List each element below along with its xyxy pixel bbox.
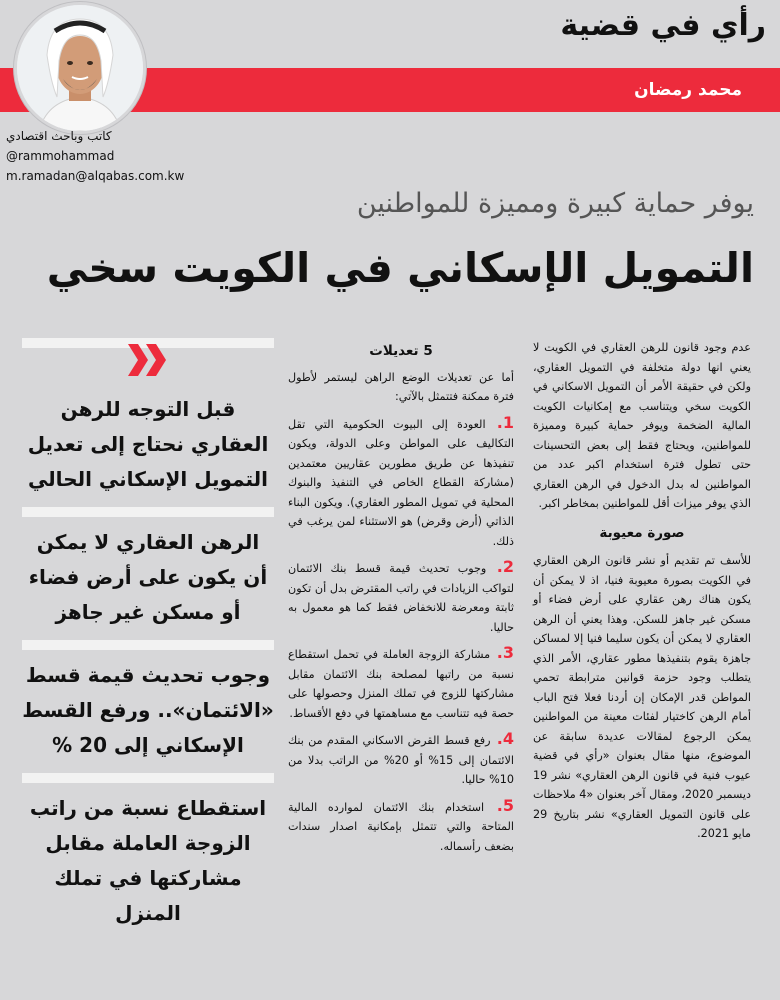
author-info: [6, 126, 206, 186]
author-handle: @rammohammad: [6, 149, 115, 163]
amendment-text: وجوب تحديث قيمة قسط بنك الائتمان لتواكب الزيادات في راتب المقترض بدل أن تكون ثابتة ومعرضة للانخفاض فقط كما هو معمول به حاليا.: [288, 562, 514, 634]
intro-paragraph: عدم وجود قانون للرهن العقاري في الكويت لا يعني انها دولة متخلفة في التمويل العقاري، ولكن في حقيقة الأمر أن التمويل الاسكاني في الكويت سخي ويتناسب مع إمكانيات الكويت المالية الضخمة ويوفر حماية كبيرة ومميزة للمواطنين، ويحتاج فقط إلى بعض التحسينات حتى تطول فترة استخدام اكبر عدد من المواطنين له بدل الدخول في الرهن العقاري الذي يوفر ميزات أقل للمواطنين بمخاطر اكبر.: [533, 341, 751, 510]
quote-mark-icon: [22, 340, 274, 384]
amendment-item: [288, 557, 514, 637]
amendment-text: رفع قسط القرض الاسكاني المقدم من بنك الائتمان إلى 15% أو 20% من الراتب بدلا من 10% حاليا.: [288, 734, 514, 786]
divider: [22, 640, 274, 650]
amendment-text: العودة إلى البيوت الحكومية التي تقل التكاليف على المواطن وعلى الدولة، ويكون تنفيذها عن طريق مطورين عقاريين معتمدين (مشاركة القطاع الخاص في التنفيذ والبنوك المحلية في تمويل المطور العقاري). ويكون البناء الذاتي (أرض وقرض) هو الاستثناء لمن يرغب في ذلك.: [288, 417, 514, 548]
amendment-item: [288, 413, 514, 552]
amendment-number: 1.: [496, 412, 514, 432]
section-intro: أما عن تعديلات الوضع الراهن ليستمر لأطول فترة ممكنة فتتمثل بالآتي:: [288, 370, 514, 403]
pull-quotes: [22, 338, 274, 941]
article-headline: التمويل الإسكاني في الكويت سخي: [46, 244, 754, 292]
divider: [22, 507, 274, 517]
pull-quote: الرهن العقاري لا يمكن أن يكون على أرض فضاء أو مسكن غير جاهز: [28, 530, 268, 624]
pull-quote: استقطاع نسبة من راتب الزوجة العاملة مقابل مشاركتها في تملك المنزل: [29, 796, 267, 925]
amendment-item: [288, 643, 514, 723]
pull-quote: وجوب تحديث قيمة قسط «الائتمان».. ورفع القسط الإسكاني إلى 20 %: [22, 663, 274, 757]
column-right: [533, 338, 751, 844]
author-role: كاتب وباحث اقتصادي: [6, 129, 112, 143]
article-subtitle: يوفر حماية كبيرة ومميزة للمواطنين: [356, 188, 754, 219]
amendment-number: 5.: [496, 795, 515, 815]
pull-quote: قبل التوجه للرهن العقاري نحتاج إلى تعديل التمويل الإسكاني الحالي: [27, 397, 269, 491]
avatar: [14, 2, 146, 134]
section-heading: صورة معيوبة: [599, 524, 685, 541]
amendment-text: مشاركة الزوجة العاملة في تحمل استقطاع نسبة من راتبها لمصلحة بنك الائتمان مقابل مشاركتها للزوج في تملك المنزل وحصولها على حصة فيه تتناسب مع مساهمتها في دفع الأقساط.: [288, 648, 514, 720]
author-photo-icon: [17, 5, 143, 131]
amendment-number: 2.: [496, 557, 514, 576]
amendment-text: استخدام بنك الائتمان لموارده المالية المتاحة والتي تتمثل بإمكانية اصدار سندات بضعف رأسماله.: [288, 800, 514, 853]
amendment-number: 4.: [496, 729, 514, 748]
amendment-number: 3.: [496, 643, 514, 662]
section-title: رأي في قضية: [560, 8, 766, 43]
section-paragraph: للأسف تم تقديم أو نشر قانون الرهن العقاري في الكويت بصورة معيوبة فنيا، اذ لا يمكن أن يكون هناك رهن عقاري على أرض فضاء أو مسكن غير جاهز للسكن. وهذا يعني أن الرهن العقاري لا يمكن أن يكون سليما فنيا إلا لمساكن جاهزة يقوم بتنفيذها مطور عقاري، الأمر الذي يتطلب وجود حزمة قوانين مترابطة تحمي المواطن قدر الإمكان إن أردنا فعلا فتح الباب أمام الرهن كاختيار لفئات معينة من المواطنين يمكن الرجوع لمقالات عديدة سابقة عن الموضوع، منها مقال بعنوان «رأي في قضية عيوب فنية في قانون الرهن العقاري» نشر 19 ديسمبر 2020، ومقال آخر بعنوان «4 ملاحظات على قانون التمويل العقاري» نشر بتاريخ 29 مايو 2021.: [533, 554, 751, 840]
section-heading: 5 تعديلات: [369, 343, 433, 359]
author-name: محمد رمضان: [634, 80, 742, 100]
amendment-item: [288, 796, 514, 857]
divider: [22, 773, 274, 783]
column-middle: [288, 342, 514, 862]
amendment-item: [288, 729, 514, 790]
author-email: m.ramadan@alqabas.com.kw: [6, 169, 185, 183]
